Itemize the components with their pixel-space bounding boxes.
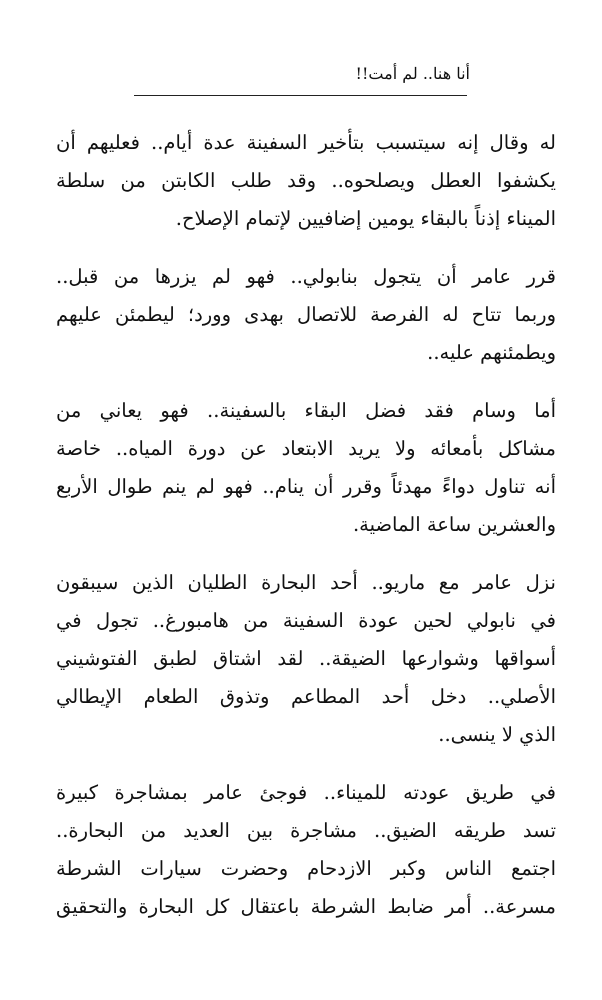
text-line: الأصلي.. دخل أحد المطاعم وتذوق الطعام الإيطالي [56, 685, 556, 708]
text-line: في نابولي لحين عودة السفينة من هامبورغ.. تجول في [56, 609, 556, 632]
paragraph-5 [56, 774, 556, 926]
text-line: أنه تناول دواءً مهدئاً وقرر أن ينام.. فهو لم ينم طوال الأربع [56, 475, 556, 498]
running-header-title: أنا هنا.. لم أمت!! [355, 64, 470, 83]
text-line: وربما تتاح له الفرصة للاتصال بهدى وورد؛ ليطمئن عليهم [56, 303, 556, 326]
paragraph-3 [56, 392, 556, 544]
text-line: أما وسام فقد فضل البقاء بالسفينة.. فهو يعاني من [56, 399, 556, 422]
text-line: ويطمئنهم عليه.. [427, 341, 556, 364]
header-divider [134, 95, 467, 96]
paragraph-2 [56, 258, 556, 372]
paragraph-4 [56, 564, 556, 754]
text-line: الذي لا ينسى.. [438, 723, 556, 746]
text-line: تسد طريقه الضيق.. مشاجرة بين العديد من البحارة.. [56, 819, 556, 842]
text-line: والعشرين ساعة الماضية. [352, 513, 556, 536]
body-text [56, 124, 556, 926]
text-line: نزل عامر مع ماريو.. أحد البحارة الطليان الذين سيبقون [56, 571, 556, 594]
paragraph-1 [56, 124, 556, 238]
text-line: اجتمع الناس وكبر الازدحام وحضرت سيارات الشرطة [56, 857, 556, 880]
text-line: مسرعة.. أمر ضابط الشرطة باعتقال كل البحارة والتحقيق [56, 895, 556, 918]
text-line: الميناء إذناً بالبقاء يومين إضافيين لإتمام الإصلاح. [175, 207, 556, 230]
text-line: مشاكل بأمعائه ولا يريد الابتعاد عن دورة المياه.. خاصة [56, 437, 556, 460]
text-line: قرر عامر أن يتجول بنابولي.. فهو لم يزرها من قبل.. [56, 265, 556, 288]
text-line: أسواقها وشوارعها الضيقة.. لقد اشتاق لطبق الفتوشيني [56, 647, 556, 670]
text-line: في طريق عودته للميناء.. فوجئ عامر بمشاجرة كبيرة [56, 781, 556, 804]
text-line: يكشفوا العطل ويصلحوه.. وقد طلب الكابتن من سلطة [56, 169, 556, 192]
text-line: له وقال إنه سيتسبب بتأخير السفينة عدة أيام.. فعليهم أن [56, 131, 556, 154]
